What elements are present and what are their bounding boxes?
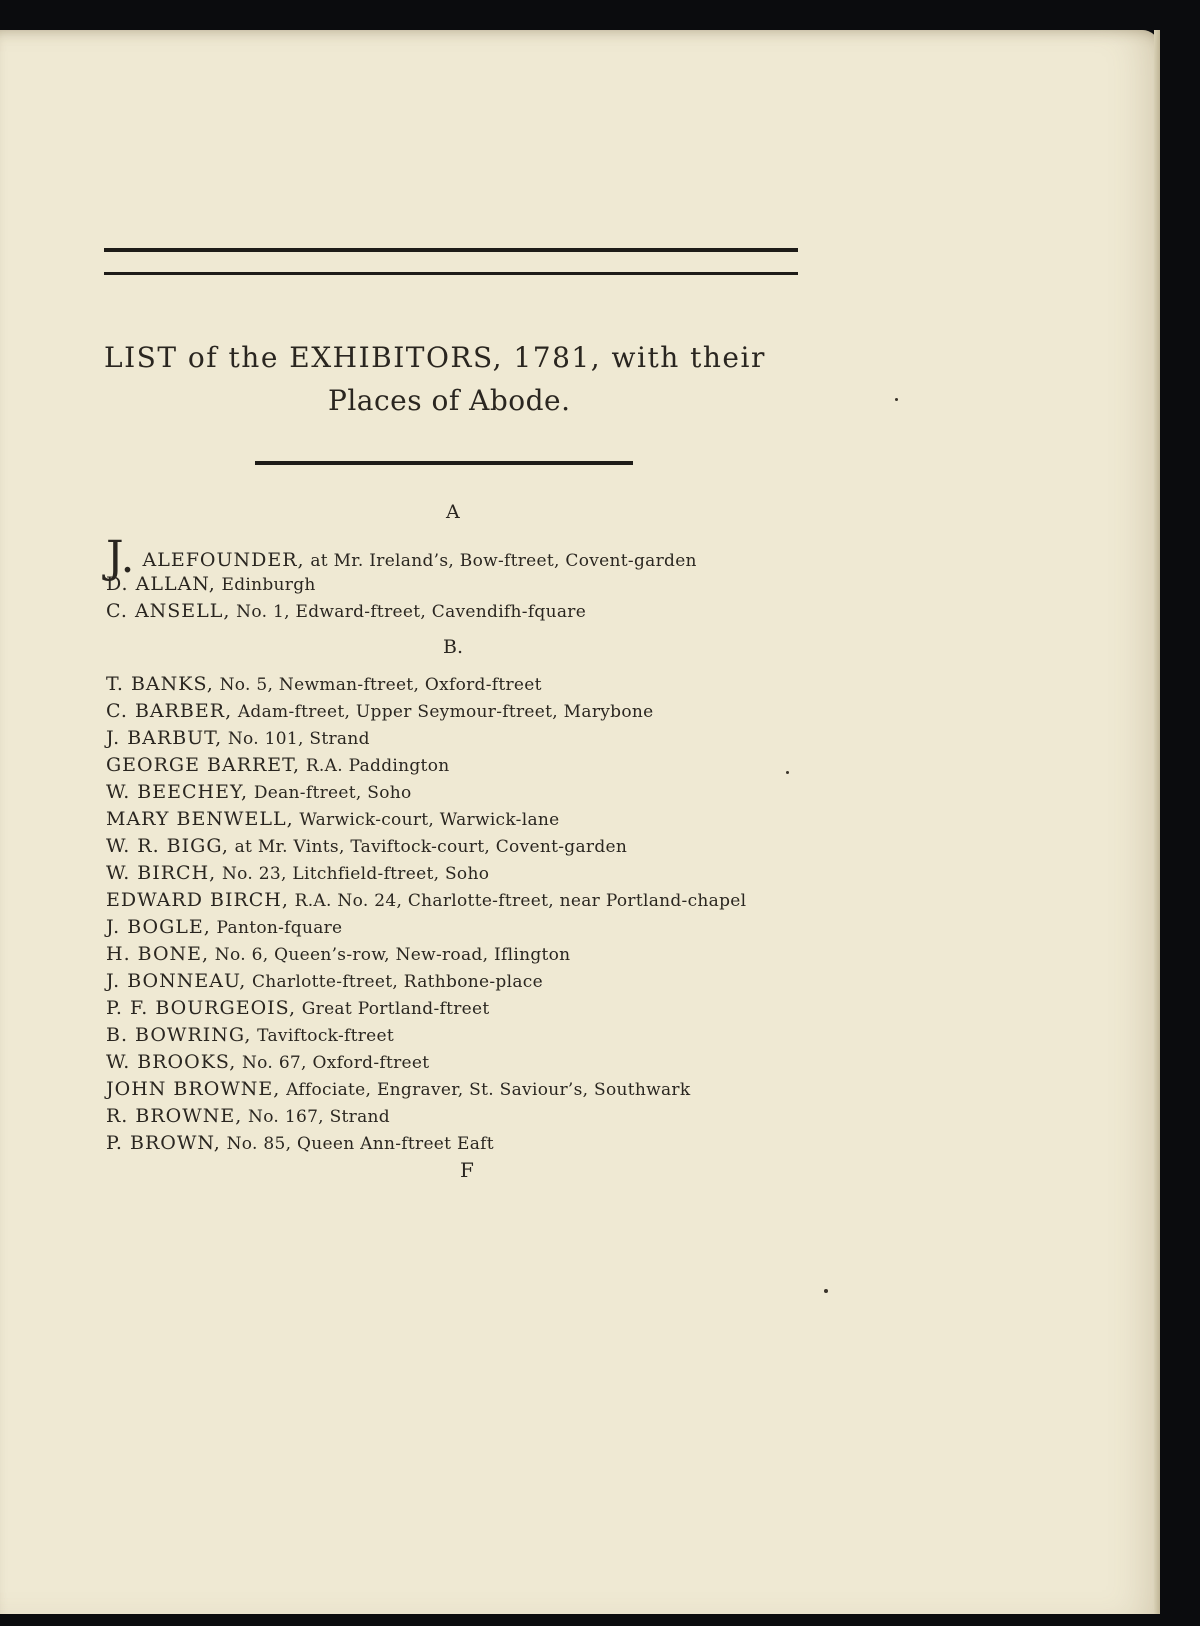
- list-item: [106, 1051, 429, 1073]
- list-item: [106, 862, 489, 884]
- list-item: [106, 781, 412, 803]
- entry-name: ALEFOUNDER,: [142, 549, 305, 571]
- list-item: [106, 808, 560, 830]
- entry-address: Charlotte-ftreet, Rathbone-place: [251, 972, 543, 992]
- entry-address: R.A. Paddington: [305, 756, 450, 776]
- entry-name: W. BIRCH,: [106, 862, 217, 884]
- entry-name: W. R. BIGG,: [106, 835, 229, 857]
- page-subtitle: Places of Abode.: [328, 384, 571, 417]
- entry-address: Panton-fquare: [216, 918, 343, 938]
- entry-address: No. 6, Queen’s-row, New-road, Iflington: [214, 945, 571, 965]
- list-item: [106, 997, 490, 1019]
- entry-address: No. 23, Litchfield-ftreet, Soho: [221, 864, 490, 884]
- list-item: [106, 754, 449, 776]
- entry-address: No. 5, Newman-ftreet, Oxford-ftreet: [219, 675, 542, 695]
- list-item: [106, 889, 746, 911]
- entry-address: Taviftock-ftreet: [257, 1026, 394, 1046]
- paper-speck: [786, 771, 789, 774]
- entry-name: P. F. BOURGEOIS,: [106, 997, 297, 1019]
- entry-name: W. BEECHEY,: [106, 781, 249, 803]
- entry-name: C. ANSELL,: [106, 600, 231, 622]
- entry-name: JOHN BROWNE,: [106, 1078, 281, 1100]
- entry-address: No. 167, Strand: [248, 1107, 390, 1127]
- entry-address: Affociate, Engraver, St. Saviour’s, Southwark: [286, 1080, 691, 1100]
- entry-name: C. BARBER,: [106, 700, 233, 722]
- entry-address: No. 85, Queen Ann-ftreet Eaft: [226, 1134, 494, 1154]
- entry-name: P. BROWN,: [106, 1132, 221, 1154]
- paper-speck: [824, 1289, 828, 1293]
- entry-name: B. BOWRING,: [106, 1024, 252, 1046]
- list-item: [106, 970, 543, 992]
- entry-name: H. BONE,: [106, 943, 210, 965]
- dropcap: J.: [106, 532, 135, 583]
- page-edge: [1154, 30, 1160, 1614]
- list-item: [106, 700, 653, 722]
- section-letter-b: B.: [443, 636, 464, 658]
- page-title: LIST of the EXHIBITORS, 1781, with their: [104, 341, 766, 374]
- list-item: [106, 600, 586, 622]
- list-item: [106, 1132, 494, 1154]
- entry-name: J. BONNEAU,: [106, 970, 247, 992]
- entry-name: T. BANKS,: [106, 673, 214, 695]
- title-underline: [255, 461, 633, 465]
- entry-name: J. BOGLE,: [106, 916, 211, 938]
- entry-address: at Mr. Ireland’s, Bow-ftreet, Covent-garden: [310, 551, 697, 571]
- paper-speck: [895, 398, 898, 401]
- entry-name: J. BARBUT,: [106, 727, 223, 749]
- entry-address: Adam-ftreet, Upper Seymour-ftreet, Marybone: [237, 702, 654, 722]
- entry-address: Warwick-court, Warwick-lane: [299, 810, 560, 830]
- entry-address: Dean-ftreet, Soho: [253, 783, 412, 803]
- entry-name: W. BROOKS,: [106, 1051, 237, 1073]
- entry-address: Edinburgh: [221, 575, 316, 595]
- list-item: [106, 727, 370, 749]
- list-item: [106, 673, 542, 695]
- entry-name: MARY BENWELL,: [106, 808, 294, 830]
- list-item: [106, 916, 342, 938]
- list-item: [106, 1078, 690, 1100]
- top-rule-thin: [104, 272, 798, 275]
- entry-name: D. ALLAN,: [106, 573, 216, 595]
- list-item: [106, 1024, 394, 1046]
- top-rule-thick: [104, 248, 798, 252]
- list-item: [106, 573, 316, 595]
- list-item: [106, 835, 627, 857]
- entry-address: No. 67, Oxford-ftreet: [242, 1053, 430, 1073]
- entry-address: No. 1, Edward-ftreet, Cavendifh-fquare: [236, 602, 587, 622]
- entry-address: Great Portland-ftreet: [301, 999, 490, 1019]
- entry-name: R. BROWNE,: [106, 1105, 243, 1127]
- entry-address: at Mr. Vints, Taviftock-court, Covent-garden: [234, 837, 628, 857]
- entry-address: R.A. No. 24, Charlotte-ftreet, near Portland-chapel: [294, 891, 747, 911]
- catchword: F: [460, 1158, 474, 1182]
- entry-address: No. 101, Strand: [227, 729, 370, 749]
- entry-name: EDWARD BIRCH,: [106, 889, 289, 911]
- list-item: [106, 943, 570, 965]
- section-letter-a: A: [446, 501, 460, 523]
- list-item: [106, 1105, 390, 1127]
- entry-name: GEORGE BARRET,: [106, 754, 301, 776]
